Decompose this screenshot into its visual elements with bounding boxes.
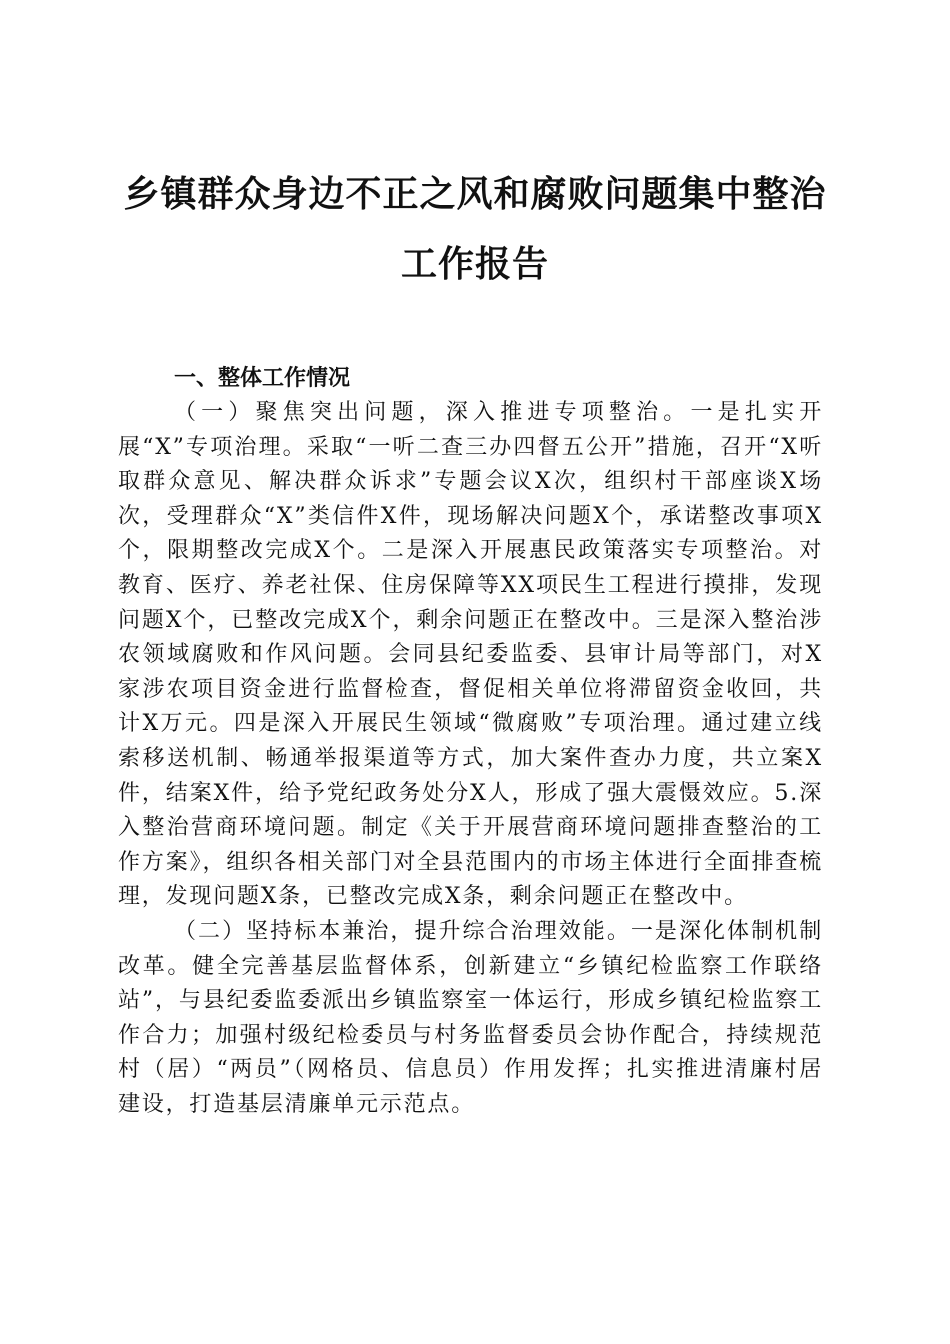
paragraph-2: （二）坚持标本兼治，提升综合治理效能。一是深化体制机制改革。健全完善基层监督体系，创新建立“乡镇纪检监察工作联络站”，与县纪委监委派出乡镇监察室一体运行，形成乡镇纪检监察工作合力；加强村级纪检委员与村务监督委员会协作配合，持续规范村（居）“两员”（网格员、信息员）作用发挥；扎实推进清廉村居建设，打造基层清廉单元示范点。 <box>118 918 823 1117</box>
section-heading: 一、整体工作情况 <box>174 366 351 391</box>
document-title: 乡镇群众身边不正之风和腐败问题集中整治工作报告 <box>123 174 827 285</box>
document-body <box>118 362 823 1122</box>
paragraph-1: （一）聚焦突出问题，深入推进专项整治。一是扎实开展“X”专项治理。采取“一听二查三办四督五公开”措施，召开“X听取群众意见、解决群众诉求”专题会议X次，组织村干部座谈X场次，受理群众“X”类信件X件，现场解决问题X个，承诺整改事项X个，限期整改完成X个。二是深入开展惠民政策落实专项整治。对教育、医疗、养老社保、住房保障等XX项民生工程进行摸排，发现问题X个，已整改完成X个，剩余问题正在整改中。三是深入整治涉农领域腐败和作风问题。会同县纪委监委、县审计局等部门，对X家涉农项目资金进行监督检查，督促相关单位将滞留资金收回，共计X万元。四是深入开展民生领域“微腐败”专项治理。通过建立线索移送机制、畅通举报渠道等方式，加大案件查办力度，共立案X件，结案X件，给予党纪政务处分X人，形成了强大震慑效应。5.深入整治营商环境问题。制定《关于开展营商环境问题排查整治的工作方案》，组织各相关部门对全县范围内的市场主体进行全面排查梳理，发现问题X条，已整改完成X条，剩余问题正在整改中。 <box>118 400 823 910</box>
